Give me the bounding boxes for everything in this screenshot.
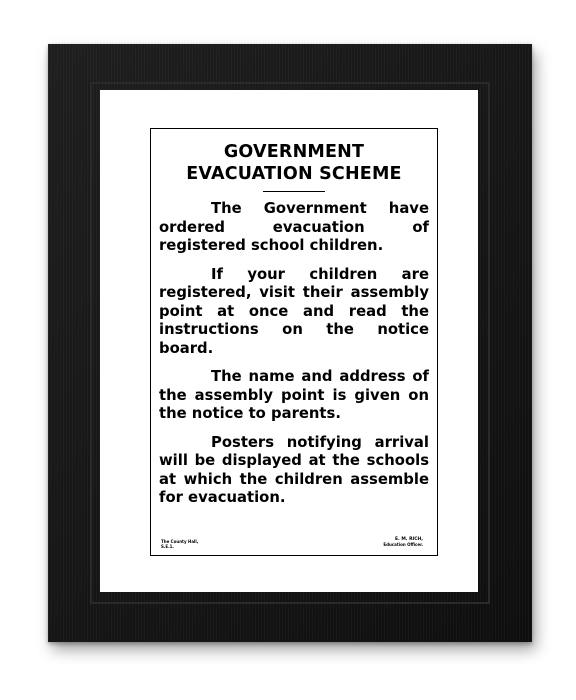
footer-address-line-1: The County Hall, [161, 539, 199, 544]
footer-address [161, 539, 198, 549]
poster-paragraph-2: If your children are registered, visit their assembly point at once and read the instructions on the notice board. [159, 265, 429, 357]
title-divider [263, 191, 325, 192]
footer-address-line-2: S.E.1. [161, 544, 174, 549]
poster-paragraph-1: The Government have ordered evacuation of registered school children. [159, 200, 429, 254]
picture-frame [48, 44, 532, 642]
poster-paragraph-3: The name and address of the assembly point is given on the notice to parents. [159, 368, 429, 422]
mat-board [100, 90, 478, 592]
footer-signature [383, 537, 423, 547]
poster-title-line-2: EVACUATION SCHEME [186, 164, 402, 184]
poster-title-line-1: GOVERNMENT [223, 142, 365, 162]
signatory-title: Education Officer. [383, 542, 423, 547]
poster [150, 128, 438, 556]
signatory-name: E. M. RICH, [394, 537, 423, 542]
poster-paragraph-4: Posters notifying arrival will be displayed at the schools at which the children assemble for evacuation. [159, 433, 429, 506]
